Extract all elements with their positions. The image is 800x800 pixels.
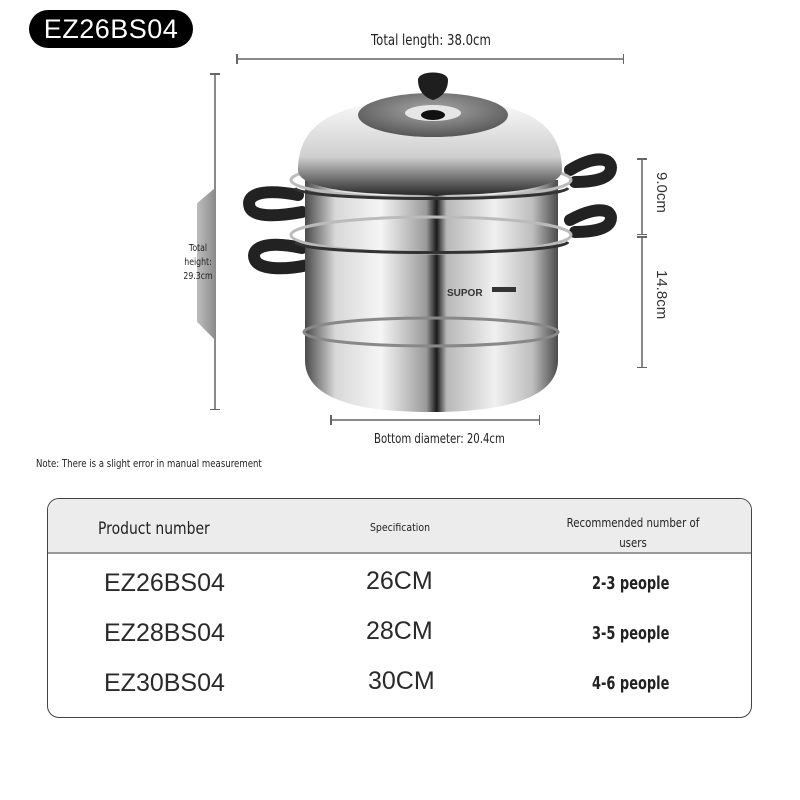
steamer-pot-image (240, 70, 620, 415)
lower-tier-line (641, 236, 643, 368)
total-length-label: Total length: 38.0cm (371, 31, 491, 49)
svg-text:SUPOR: SUPOR (447, 288, 483, 299)
header-specification: Specification (370, 521, 431, 534)
model-badge: EZ26BS04 (29, 10, 193, 48)
bottom-diameter-label: Bottom diameter: 20.4cm (374, 432, 505, 447)
lower-tier-label: 14.8cm (653, 270, 670, 320)
cell-users: 3-5 people (592, 623, 670, 644)
cell-product: EZ28BS04 (104, 619, 225, 647)
measurement-note: Note: There is a slight error in manual measurement (36, 457, 262, 470)
cell-product: EZ30BS04 (104, 669, 225, 697)
cell-product: EZ26BS04 (104, 569, 225, 597)
cell-spec: 26CM (366, 567, 433, 595)
bottom-diameter-line (330, 419, 540, 421)
header-product-number: Product number (98, 519, 210, 539)
cell-users: 4-6 people (592, 673, 670, 694)
cell-users: 2-3 people (592, 573, 670, 594)
spec-table (47, 498, 752, 718)
total-length-line (236, 58, 624, 60)
cell-spec: 30CM (368, 667, 435, 695)
table-row (48, 659, 751, 709)
upper-tier-line (641, 158, 643, 235)
total-height-label: Total height: 29.3cm (183, 243, 213, 282)
table-row (48, 559, 751, 609)
header-recommended-users: Recommended number of users (566, 516, 700, 550)
table-header (48, 499, 751, 554)
table-row (48, 609, 751, 659)
upper-tier-label: 9.0cm (653, 172, 670, 213)
cell-spec: 28CM (366, 617, 433, 645)
